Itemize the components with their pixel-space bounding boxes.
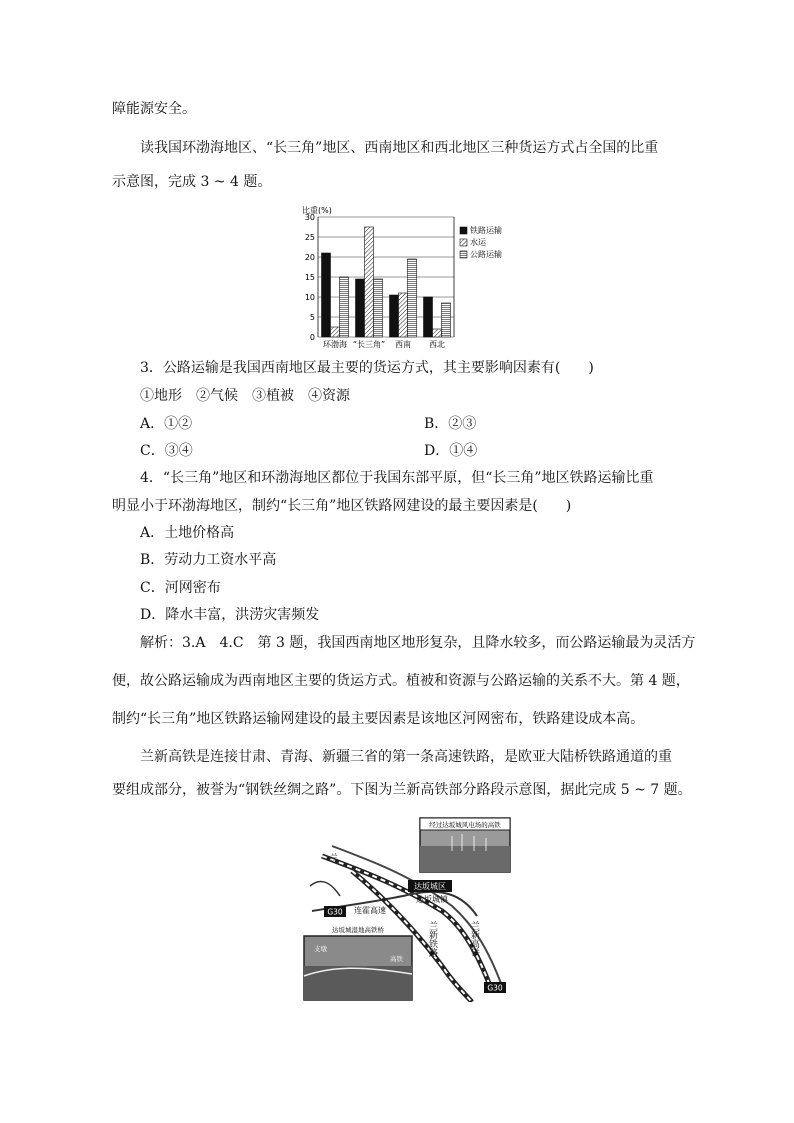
railway-label: 兰新铁路 [427, 921, 437, 957]
legend-label: 水运 [470, 238, 486, 247]
x-tick-label: 西南 [395, 340, 411, 349]
wind-farm-photo-caption: 经过达坂城风电场的高铁 [429, 821, 501, 829]
bar-solid [390, 295, 399, 337]
y-tick-label: 20 [304, 253, 315, 262]
y-tick-label: 10 [304, 293, 315, 302]
bar-lines [408, 259, 417, 337]
answer-line-1: 解析：3.A 4.C 第 3 题，我国西南地区地形复杂，且降水较多，而公路运输最为灵活方 [140, 635, 696, 651]
answer-line-3: 制约“长三角”地区铁路运输网建设的最主要因素是该地区河网密布，铁路建设成本高。 [112, 711, 645, 727]
bar-solid [356, 279, 365, 337]
question-4-line-1: 4．“长三角”地区和环渤海地区都位于我国东部平原，但“长三角”地区铁路运输比重 [140, 470, 654, 486]
question-4-line-2: 明显小于环渤海地区，制约“长三角”地区铁路网建设的最主要因素是( ) [112, 498, 572, 514]
dabancheng-town-label: 达坂城镇 [416, 895, 448, 904]
x-tick-label: 西北 [429, 340, 445, 349]
legend-label: 公路运输 [470, 250, 502, 259]
y-tick-label: 25 [304, 233, 315, 242]
bar-solid [322, 253, 331, 337]
y-tick-label: 15 [304, 273, 315, 282]
hsr-photo-label: 高铁 [390, 955, 403, 963]
question-3: 3．公路运输是我国西南地区最主要的货运方式，其主要影响因素有( ) [140, 360, 594, 376]
y-tick-label: 0 [309, 333, 315, 342]
bar-lines [442, 303, 451, 337]
wetland-bridge-photo [304, 925, 412, 1000]
intro-line-2: 读我国环渤海地区、“长三角”地区、西南地区和西北地区三种货运方式占全国的比重 [140, 140, 659, 156]
y-tick-label: 30 [304, 213, 315, 222]
bar-hatch [399, 293, 408, 337]
g30-label-right: G30 [487, 983, 503, 993]
legend-label: 铁路运输 [470, 226, 502, 235]
legend-swatch [460, 251, 467, 258]
x-tick-label: 环渤海 [323, 340, 347, 349]
answer-line-2: 便，故公路运输成为西南地区主要的货运方式。植被和资源与公路运输的关系不大。第 4 题， [112, 673, 690, 689]
g30-label-left: G30 [327, 907, 343, 917]
question-3-option-b: B．②③ [424, 416, 477, 432]
y-axis-label: 比重(%) [302, 206, 332, 215]
wetland-bridge-caption: 达坂城湿地高铁桥 [332, 926, 384, 934]
passage-line-1: 兰新高铁是连接甘肃、青海、新疆三省的第一条高速铁路，是欧亚大陆桥铁路通道的重 [140, 749, 672, 765]
question-4-option-a: A．土地价格高 [140, 525, 235, 541]
question-4-option-c: C．河网密布 [140, 580, 221, 596]
lianhuo-highway-label: 连霍高速 [354, 906, 386, 915]
question-3-option-c: C．③④ [140, 443, 193, 459]
lanxin-railway-map [302, 816, 512, 1002]
wind-farm-photo [420, 818, 510, 872]
top-rail-label: 兰 [330, 853, 338, 862]
hsr-label: 兰新高铁 [469, 921, 479, 957]
intro-line-3: 示意图，完成 3 ~ 4 题。 [112, 174, 272, 190]
pier-label: 支墩 [314, 945, 327, 953]
question-3-items: ①地形 ②气候 ③植被 ④资源 [140, 388, 350, 404]
intro-line-1: 障能源安全。 [112, 101, 196, 117]
bar-solid [424, 297, 433, 337]
question-3-option-d: D．①④ [424, 443, 478, 459]
passage-line-2: 要组成部分，被誉为“钢铁丝绸之路”。下图为兰新高铁部分路段示意图，据此完成 5 ~ 7 题。 [112, 782, 692, 798]
dabancheng-district-label: 达坂城区 [414, 882, 446, 891]
question-4-option-b: B．劳动力工资水平高 [140, 552, 277, 568]
bar-lines [374, 279, 383, 337]
x-tick-label: “长三角” [352, 340, 386, 349]
bar-lines [340, 277, 349, 337]
legend-swatch [460, 239, 467, 246]
legend-swatch [460, 227, 467, 234]
bar-hatch [365, 227, 374, 337]
y-tick-label: 5 [309, 313, 315, 322]
freight-share-chart [292, 203, 528, 351]
bar-hatch [433, 329, 442, 337]
bar-hatch [331, 327, 340, 337]
question-4-option-d: D．降水丰富，洪涝灾害频发 [140, 607, 320, 623]
question-3-option-a: A．①② [140, 416, 193, 432]
